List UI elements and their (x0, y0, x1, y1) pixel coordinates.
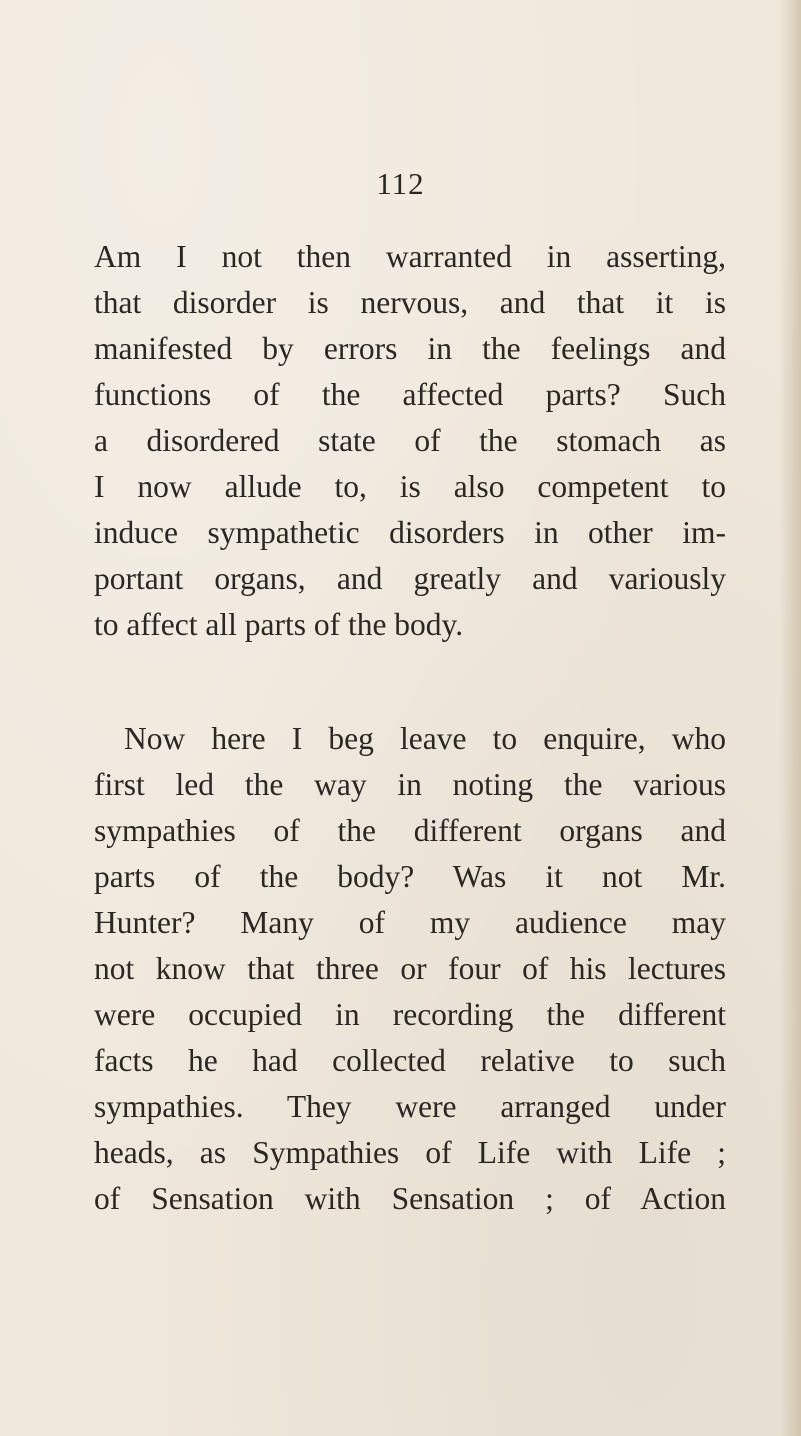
text-line: of Sensation with Sensation ; of Action (94, 1181, 726, 1216)
text-line: a disordered state of the stomach as (94, 423, 726, 458)
paragraph-2 (94, 716, 726, 1222)
text-line: portant organs, and greatly and variously (94, 561, 726, 596)
text-line: that disorder is nervous, and that it is (94, 285, 726, 320)
text-line: to affect all parts of the body. (94, 607, 464, 642)
text-line: were occupied in recording the different (94, 997, 726, 1032)
page-number: 112 (376, 166, 425, 201)
text-line: parts of the body? Was it not Mr. (94, 859, 726, 894)
text-line: Now here I beg leave to enquire, who (124, 721, 726, 756)
text-line: sympathies. They were arranged under (94, 1089, 726, 1124)
text-line: not know that three or four of his lectures (94, 951, 726, 986)
text-line: sympathies of the different organs and (94, 813, 726, 848)
text-line: facts he had collected relative to such (94, 1043, 726, 1078)
text-line: Am I not then warranted in asserting, (94, 239, 726, 274)
text-line: Hunter? Many of my audience may (94, 905, 726, 940)
text-line: I now allude to, is also competent to (94, 469, 726, 504)
text-line: first led the way in noting the various (94, 767, 726, 802)
paragraph-1 (94, 234, 726, 648)
text-line: functions of the affected parts? Such (94, 377, 726, 412)
page-edge-shadow (779, 0, 801, 1436)
text-line: manifested by errors in the feelings and (94, 331, 726, 366)
text-line: induce sympathetic disorders in other im- (94, 515, 726, 550)
text-line: heads, as Sympathies of Life with Life ; (94, 1135, 726, 1170)
